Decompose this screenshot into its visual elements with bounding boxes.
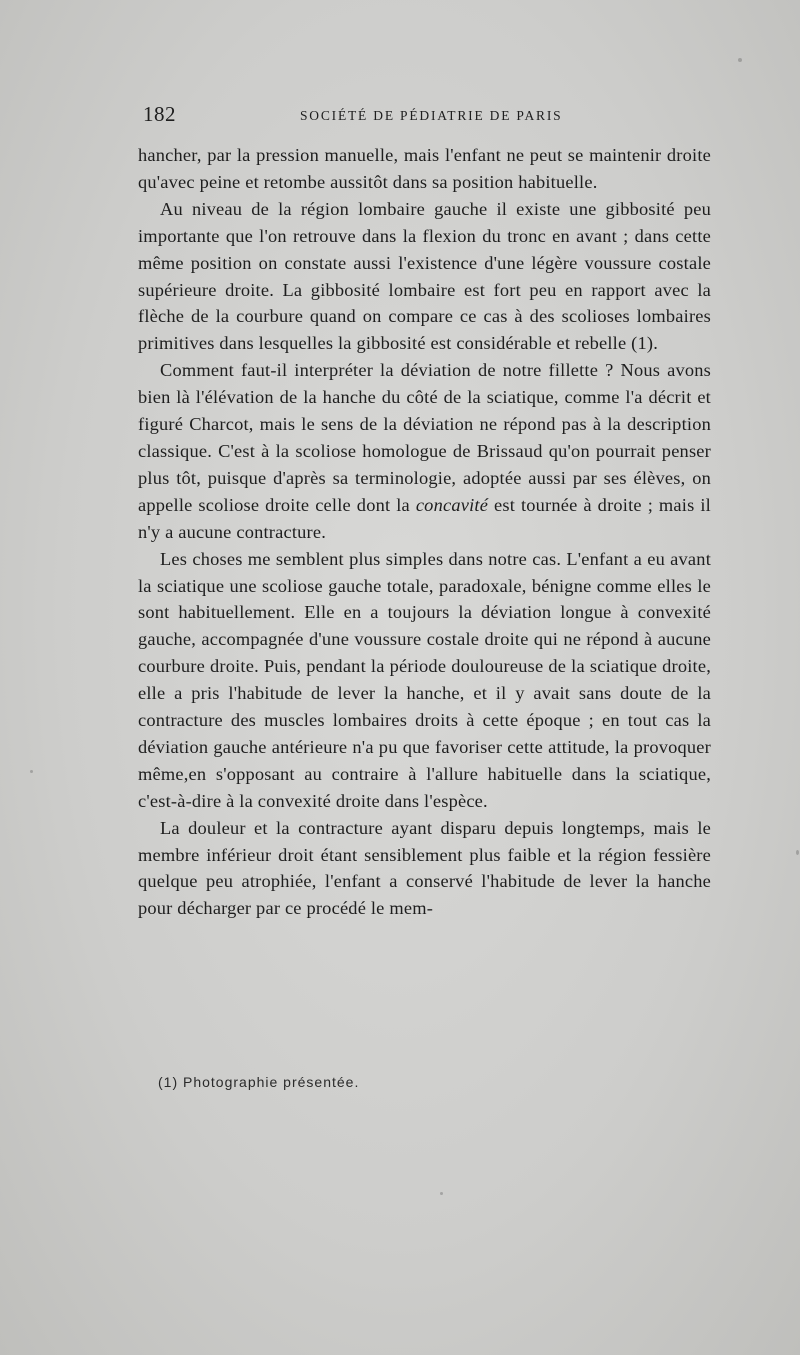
paper-speck <box>30 770 33 773</box>
footnote: (1) Photographie présentée. <box>158 1074 360 1090</box>
page-header <box>138 102 718 132</box>
paragraph-3-text-after: est tournée à droite ; mais il n'y a aucune contracture. <box>138 494 711 542</box>
paper-speck <box>796 850 799 855</box>
paragraph-4: Les choses me semblent plus simples dans notre cas. L'enfant a eu avant la sciatique une scoliose gauche totale, paradoxale, bénigne comme elles le sont habituellement. Elle en a toujours la déviation longue à convexité gauche, accompagnée d'une voussure costale droite qui ne répond à aucune courbure droite. Puis, pendant la période douloureuse de la sciatique droite, elle a pris l'habitude de lever la hanche, et il y avait sans doute de la contracture des muscles lombaires droits à cette époque ; en tout cas la déviation gauche antérieure n'a pu que favoriser cette attitude, la provoquer même,en s'opposant au contraire à l'allure habituelle dans la sciatique, c'est-à-dire à la convexité droite dans l'espèce. <box>138 548 711 811</box>
page-number: 182 <box>143 102 176 126</box>
paper-speck <box>440 1192 443 1195</box>
paragraph-3-emphasis: concavité <box>415 494 489 515</box>
paragraph-3-text-before: Comment faut-il interpréter la déviation de notre fillette ? Nous avons bien là l'élévation de la hanche du côté de la sciatique, comme l'a décrit et figuré Charcot, mais le sens de la déviation ne répond pas à la description classique. C'est à la scoliose homologue de Brissaud qu'on pourrait penser plus tôt, puisque d'après sa terminologie, adoptée aussi par ses élèves, on appelle scoliose droite celle dont la <box>138 360 711 515</box>
paragraph-3 <box>138 357 711 545</box>
running-head: SOCIÉTÉ DE PÉDIATRIE DE PARIS <box>300 108 563 123</box>
paragraph-1: hancher, par la pression manuelle, mais l'enfant ne peut se maintenir droite qu'avec peine et retombe aussitôt dans sa position habituelle. <box>138 145 711 192</box>
paragraph-2: Au niveau de la région lombaire gauche il existe une gibbosité peu importante que l'on retrouve dans la flexion du tronc en avant ; dans cette même position on constate aussi l'existence d'une légère voussure costale supérieure droite. La gibbosité lombaire est fort peu en rapport avec la flèche de la courbure quand on compare ce cas à des scolioses lombaires primitives dans lesquelles la gibbosité est considérable et rebelle (1). <box>138 198 711 354</box>
body-text <box>138 142 711 922</box>
paper-speck <box>738 58 742 62</box>
paragraph-5: La douleur et la contracture ayant disparu depuis longtemps, mais le membre inférieur droit étant sensiblement plus faible et la région fessière quelque peu atrophiée, l'enfant a conservé l'habitude de lever la hanche pour décharger par ce procédé le mem- <box>138 817 711 919</box>
